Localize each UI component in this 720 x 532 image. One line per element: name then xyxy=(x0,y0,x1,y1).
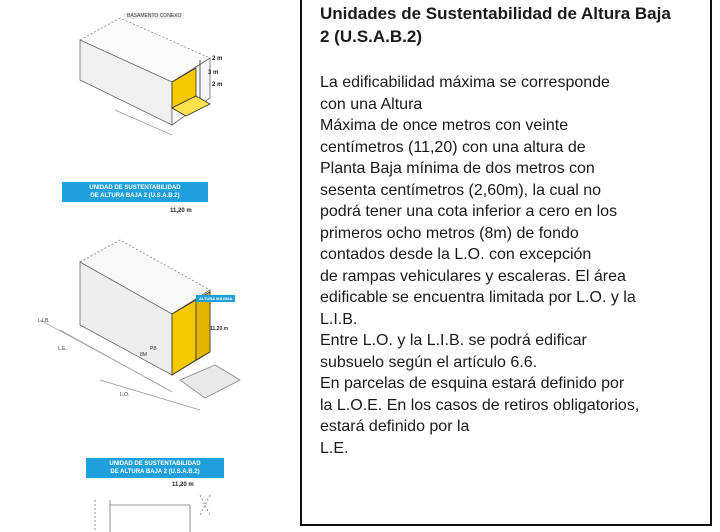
dim-label: 2 m xyxy=(212,82,223,88)
building-middle xyxy=(40,240,240,410)
body-line: Entre L.O. y la L.I.B. se podrá edificar xyxy=(320,332,587,349)
body-line: L.E. xyxy=(320,439,349,457)
body-line: sesenta centímetros (2,60m), la cual no xyxy=(320,181,602,199)
badge-line: UNIDAD DE SUSTENTABILIDAD xyxy=(89,185,181,191)
title-line: 2 (U.S.A.B.2) xyxy=(320,27,423,46)
building-top xyxy=(80,18,210,135)
body-line: Máxima de once metros con veinte xyxy=(320,117,569,134)
isometric-diagrams xyxy=(0,0,300,532)
badge-line: UNIDAD DE SUSTENTABILIDAD xyxy=(109,461,201,467)
height-label: 11,20 m xyxy=(170,208,192,214)
badge-line: DE ALTURA BAJA 2 (U.S.A.B.2) xyxy=(110,469,200,475)
body-line: La edificabilidad máxima se corresponde xyxy=(320,74,610,91)
building-bottom xyxy=(95,495,210,532)
lib-label: L.I.B. xyxy=(38,318,50,324)
title-line: Unidades de Sustentabilidad de Altura Baja xyxy=(320,4,671,23)
lo-label: L.O. xyxy=(120,392,130,398)
body-line: la L.O.E. En los casos de retiros obligatorios, xyxy=(320,396,640,414)
height-label: 11,20 m xyxy=(172,482,194,488)
depth-label: 8M xyxy=(140,352,147,358)
le-label: L.E. xyxy=(58,346,67,352)
body-line: Planta Baja mínima de dos metros con xyxy=(320,160,595,177)
body-line: centímetros (11,20) con una altura de xyxy=(320,138,586,156)
height-side-label: 11,20 m xyxy=(210,326,229,332)
doc-body xyxy=(320,72,705,459)
top-label: BASAMENTO CONEXO xyxy=(124,13,184,19)
body-line: con una Altura xyxy=(320,95,423,113)
diagram-panel xyxy=(0,0,300,532)
body-line: En parcelas de esquina estará definido por xyxy=(320,375,625,392)
body-line: primeros ocho metros (8m) de fondo xyxy=(320,224,579,242)
dim-label: 3 m xyxy=(208,70,219,76)
body-line: edificable se encuentra limitada por L.O. y la xyxy=(320,289,636,306)
body-line: subsuelo según el artículo 6.6. xyxy=(320,353,538,371)
callout-badge: ALTURA MÁXIMA xyxy=(196,295,235,302)
body-line: de rampas vehiculares y escaleras. El área xyxy=(320,267,626,285)
pb-label: PB xyxy=(150,346,157,352)
badge-line: DE ALTURA BAJA 2 (U.S.A.B.2) xyxy=(90,193,180,199)
body-line: podrá tener una cota inferior a cero en los xyxy=(320,203,618,220)
dim-label: 2 m xyxy=(212,56,223,62)
usab2-badge xyxy=(62,182,208,202)
body-line: contados desde la L.O. con excepción xyxy=(320,246,592,263)
text-panel xyxy=(300,0,712,526)
usab2-badge xyxy=(86,458,224,478)
body-line: L.I.B. xyxy=(320,310,358,328)
doc-title xyxy=(320,2,700,48)
body-line: estará definido por la xyxy=(320,418,470,435)
